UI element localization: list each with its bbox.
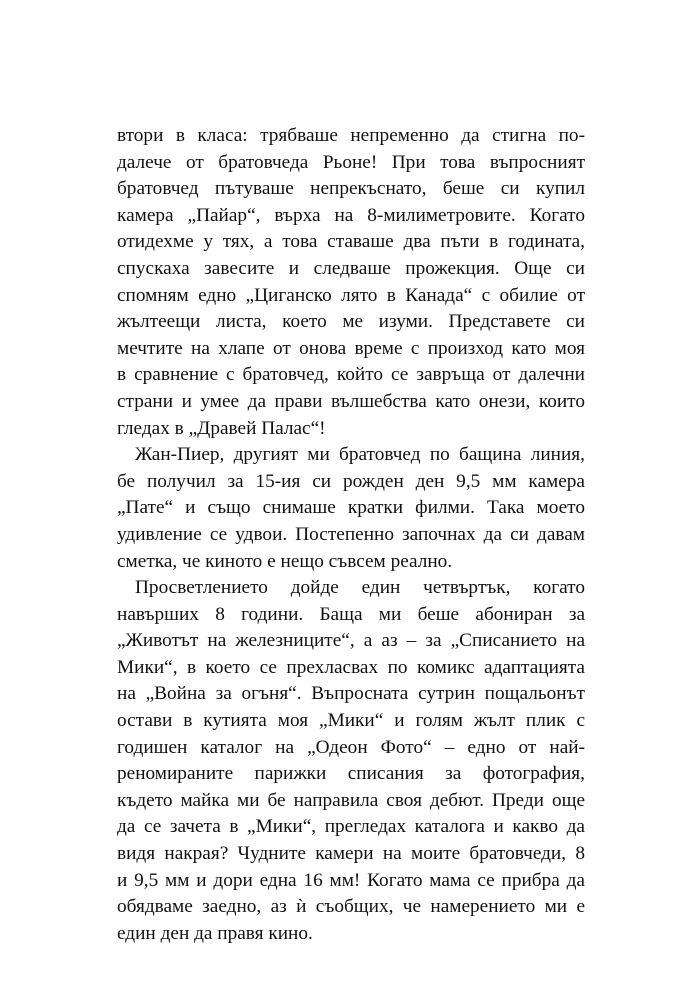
text-line: „Животът на железниците“, а аз – за „Списанието на — [117, 630, 585, 652]
text-line: далече от братовчеда Рьоне! При това въпросният — [117, 151, 585, 173]
text-line: Мики“, в което се прехласвах по комикс адаптацията — [117, 656, 585, 678]
text-line: реномираните парижки списания за фотография, — [117, 763, 585, 785]
paragraph-3 — [117, 575, 585, 947]
text-line: Жан-Пиер, другият ми братовчед по бащина линия, — [135, 444, 585, 466]
text-line: втори в класа: трябваше непременно да стигна по- — [117, 125, 585, 146]
paragraph-2 — [117, 442, 585, 575]
text-line: където майка ми бе направила своя дебют. Преди още — [117, 789, 585, 811]
text-line: видя накрая? Чудните камери на моите братовчеди, 8 — [117, 843, 585, 865]
text-line: да се зачета в „Мики“, прегледах каталога и какво да — [117, 816, 585, 838]
text-line: сметка, че киното е нещо съвсем реално. — [117, 550, 453, 572]
text-line: спомням едно „Циганско лято в Канада“ с обилие от — [117, 284, 585, 306]
text-line: остави в кутията моя „Мики“ и голям жълт плик с — [117, 710, 585, 732]
text-line: спускаха завесите и следваше прожекция. Още си — [117, 257, 585, 279]
text-line: отидехме у тях, а това ставаше два пъти в годината, — [117, 231, 585, 253]
text-line: жълтеещи листа, което ме изуми. Представете си — [117, 311, 585, 333]
text-line: „Пате“ и също снимаше кратки филми. Така моето — [117, 497, 585, 519]
text-line: в сравнение с братовчед, който се завръща от далечни — [117, 364, 585, 386]
text-line: страни и умее да прави вълшебства като онези, които — [117, 390, 585, 412]
text-line: бе получил за 15-ия си рожден ден 9,5 мм камера — [117, 470, 585, 492]
text-line: удивление се удвои. Постепенно започнах да си давам — [117, 523, 585, 545]
text-line: един ден да правя кино. — [117, 922, 313, 944]
text-line: обядваме заедно, аз ѝ съобщих, че намерението ми е — [117, 896, 585, 918]
text-line: и 9,5 мм и дори една 16 мм! Когато мама се прибра да — [117, 869, 585, 891]
page-body-text — [117, 123, 585, 947]
text-line: братовчед пътуваше непрекъснато, беше си купил — [117, 178, 585, 200]
text-line: мечтите на хлапе от онова време с произход като моя — [117, 337, 585, 359]
text-line: гледах в „Дравей Палас“! — [117, 417, 326, 439]
text-line: Просветлението дойде един четвъртък, когато — [135, 577, 585, 599]
paragraph-1 — [117, 123, 585, 442]
text-line: навърших 8 години. Баща ми беше абониран за — [117, 603, 585, 625]
text-line: годишен каталог на „Одеон Фото“ – едно от най- — [117, 736, 585, 758]
text-line: камера „Пайар“, върха на 8-милиметровите. Когато — [117, 204, 585, 226]
text-line: на „Война за огъня“. Въпросната сутрин пощальонът — [117, 683, 585, 705]
